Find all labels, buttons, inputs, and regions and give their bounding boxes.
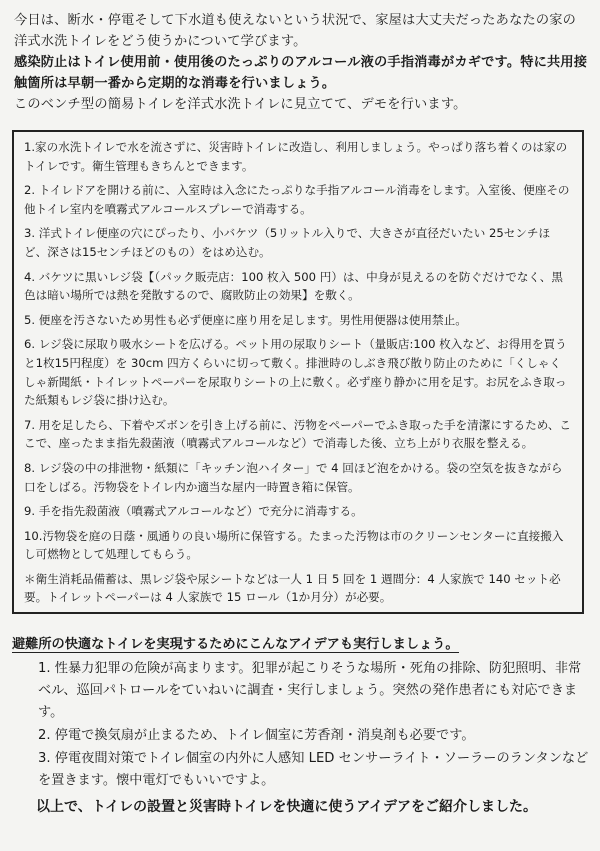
ideas-section (12, 634, 590, 818)
ideas-title (12, 634, 590, 656)
idea-item-3: 3. 停電夜間対策でトイレ個室の内外に人感知 LED センサーライト・ソーラーのランタンなどを置きます。懐中電灯でもいいですよ。 (38, 751, 589, 788)
ideas-title-text: 避難所の快適なトイレを実現するためにこんなアイデアも実行しましょう。 (12, 637, 459, 652)
closing-text: 以上で、トイレの設置と災害時トイレを快適に使うアイデアをご紹介しました。 (36, 799, 538, 815)
procedure-step-8: 8. レジ袋の中の排泄物・紙類に「キッチン泡ハイター」で 4 回ほど泡をかける。袋の空気を抜きながら口をしばる。汚物袋をトイレ内か適当な屋内一時置き箱に保管。 (24, 460, 563, 494)
procedure-box (12, 130, 584, 614)
intro-line-1: 今日は、断水・停電そして下水道も使えないという状況で、家屋は大丈夫だったあなたの家の洋式水洗トイレをどう使うかについて学びます。 (14, 13, 577, 49)
procedure-step-10: 10.汚物袋を庭の日蔭・風通りの良い場所に保管する。たまった汚物は市のクリーンセンターに直接搬入し可燃物として処理してもらう。 (24, 528, 564, 562)
procedure-step-5: 5. 便座を汚さないため男性も必ず便座に座り用を足します。男性用便器は使用禁止。 (24, 312, 467, 327)
procedure-step-2: 2. トイレドアを開ける前に、入室時は入念にたっぷりな手指アルコール消毒をします。入室後、便座その他トイレ室内を噴霧式アルコールスプレーで消毒する。 (24, 183, 570, 216)
procedure-step-7: 7. 用を足したら、下着やズボンを引き上げる前に、汚物をペーパーでふき取った手を清潔にするため、ここで、座ったまま指先殺菌液（噴霧式アルコールなど）で消毒した後、立ち上がり衣服を整える。 (24, 417, 572, 451)
procedure-step-1: 1.家の水洗トイレで水を流さずに、災害時トイレに改造し、利用しましょう。やっぱり落ち着くのは家のトイレです。衛生管理もきちんとできます。 (24, 140, 568, 173)
procedure-step-6: 6. レジ袋に尿取り吸水シートを広げる。ペット用の尿取りシート（量販店:100 枚入など、お得用を買うと1枚15円程度）を 30cm 四方くらいに切って敷く。排泄時のしぶき飛び散り防止のために「くしゃくしゃ新聞紙・トイレットペーパーを尿取りシートの上に敷く。必ず座り静かに用を足す。お尻をふき取った紙類もレジ袋に掛け込む。 (24, 337, 567, 408)
idea-item-2: 2. 停電で換気扇が止まるため、トイレ個室に芳香剤・消臭剤も必要です。 (38, 728, 475, 743)
idea-item-1: 1. 性暴力犯罪の危険が高まります。犯罪が起こりそうな場所・死角の排除、防犯照明、非常ベル、巡回パトロールをていねいに調査・実行しましょう。突然の発作患者にも対応できます。 (38, 661, 582, 720)
intro-line-3: このベンチ型の簡易トイレを洋式水洗トイレに見立てて、デモを行います。 (14, 97, 467, 112)
procedure-step-4: 4. バケツに黒いレジ袋【（パック販売店：100 枚入 500 円）は、中身が見えるのを防ぐだけでなく、黒色は暗い場所では熱を発散するので、腐敗防止の効果】を敷く。 (24, 269, 563, 303)
procedure-step-3: 3. 洋式トイレ便座の穴にぴったり、小バケツ（5リットル入りで、大きさが直径だいたい 25センチほど、深さは15センチほどのもの）をはめ込む。 (24, 226, 551, 259)
supplies-note: ＊衛生消耗品備蓄は、黒レジ袋や尿シートなどは一人 1 日 5 回を 1 週間分：4 人家族で 140 セット必要。トイレットペーパーは 4 人家族で 15 ロール（1か月分）が必要。 (24, 571, 561, 605)
intro-section (14, 10, 589, 115)
procedure-step-9: 9. 手を指先殺菌液（噴霧式アルコールなど）で充分に消毒する。 (24, 504, 363, 519)
intro-line-2: 感染防止はトイレ使用前・使用後のたっぷりのアルコール液の手指消毒がカギです。特に共用接触箇所は早朝一番から定期的な消毒を行いましょう。 (14, 55, 588, 91)
